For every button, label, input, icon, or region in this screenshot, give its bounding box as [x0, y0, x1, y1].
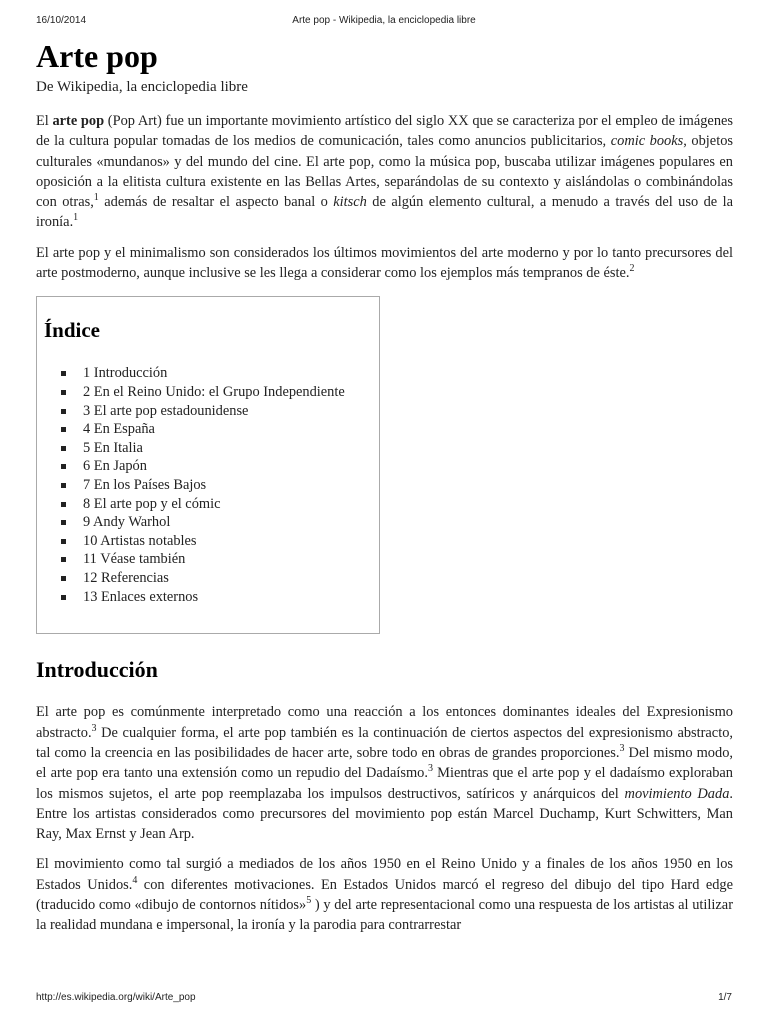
table-of-contents	[36, 296, 380, 634]
toc-item[interactable]: 9 Andy Warhol	[61, 513, 379, 532]
bullet-icon	[61, 595, 66, 600]
bold-term[interactable]: arte pop	[52, 113, 105, 129]
bullet-icon	[61, 539, 66, 544]
print-page-number: 1/7	[718, 992, 732, 1003]
toc-item[interactable]: 12 Referencias	[61, 569, 379, 588]
print-header	[0, 15, 768, 29]
toc-item[interactable]: 10 Artistas notables	[61, 532, 379, 551]
toc-item[interactable]: 8 El arte pop y el cómic	[61, 495, 379, 514]
bullet-icon	[61, 371, 66, 376]
bullet-icon	[61, 427, 66, 432]
bullet-icon	[61, 483, 66, 488]
reference-marker[interactable]: 3	[427, 763, 433, 775]
bullet-icon	[61, 390, 66, 395]
section-heading-introduccion: Introducción	[36, 657, 158, 683]
article-content	[36, 36, 733, 936]
toc-item[interactable]: 2 En el Reino Unido: el Grupo Independiente	[61, 383, 379, 402]
reference-marker[interactable]: 1	[73, 212, 79, 224]
bullet-icon	[61, 557, 66, 562]
toc-item[interactable]: 3 El arte pop estadounidense	[61, 402, 379, 421]
reference-marker[interactable]: 4	[132, 874, 138, 886]
toc-item[interactable]: 6 En Japón	[61, 457, 379, 476]
section-paragraph-2: El movimiento como tal surgió a mediados de los años 1950 en el Reino Unido y a finales de los años 1950 en los Estados Unidos.$^4$ con diferentes motivaciones. En Estados Unidos marcó el regreso del dibujo del tipo Hard edge (traducido como «dibujo de contornos nítidos»$^5$ ) y del arte representacional como una respuesta de los artistas al utilizar la realidad mundana e impersonal, la ironía y la parodia para contrarrestar	[36, 856, 733, 934]
section-paragraph-1: El arte pop es comúnmente interpretado como una reacción a los entonces dominantes ideales del Expresionismo abstracto.$^3$ De cualquier forma, el arte pop también es la continuación de ciertos aspectos del expresionismo abstracto, tal como la creencia en las posibilidades de hacer arte, sobre todo en obras de grandes proporciones.$^3$ Del mismo modo, el arte pop era tanto una extensión como un repudio del Dadaísmo.$^3$ Mientras que el arte pop y el dadaísmo exploraban los mismos sujetos, el arte pop reemplazaba los impulsos destructivos, satíricos y anárquicos del movimiento Dada. Entre los artistas considerados como precursores del movimiento pop están Marcel Duchamp, Kurt Schwitters, Man Ray, Max Ernst y Jean Arp.	[36, 704, 734, 843]
bullet-icon	[61, 464, 66, 469]
reference-marker[interactable]: 2	[629, 263, 635, 275]
italic-term[interactable]: comic books	[610, 133, 684, 150]
article-title: Arte pop	[36, 38, 158, 74]
print-url: http://es.wikipedia.org/wiki/Arte_pop	[36, 992, 196, 1003]
reference-marker[interactable]: 1	[93, 192, 99, 204]
italic-term[interactable]: movimiento Dada	[624, 785, 730, 802]
print-footer	[0, 992, 768, 1006]
bullet-icon	[61, 446, 66, 451]
toc-list	[44, 364, 379, 606]
bullet-icon	[61, 520, 66, 525]
reference-marker[interactable]: 5	[306, 895, 312, 907]
toc-item[interactable]: 4 En España	[61, 420, 379, 439]
print-page-title: Arte pop - Wikipedia, la enciclopedia libre	[292, 15, 476, 26]
reference-marker[interactable]: 3	[91, 722, 97, 734]
bullet-icon	[61, 409, 66, 414]
italic-term[interactable]: kitsch	[333, 194, 367, 211]
toc-item[interactable]: 7 En los Países Bajos	[61, 476, 379, 495]
toc-item[interactable]: 13 Enlaces externos	[61, 588, 379, 607]
toc-item[interactable]: 11 Véase también	[61, 550, 379, 569]
print-date: 16/10/2014	[36, 15, 87, 26]
intro-paragraph-1: El arte pop (Pop Art) fue un importante movimiento artístico del siglo XX que se caracteriza por el empleo de imágenes de la cultura popular tomadas de los medios de comunicación, tales como anuncios publicitarios, comic books, objetos culturales «mundanos» y del mundo del cine. El arte pop, como la música pop, buscaba utilizar imágenes populares en oposición a la elitista cultura existente en las Bellas Artes, separándolas de su contexto y aislándolas o combinándolas con otras,$^1$ además de resaltar el aspecto banal o kitsch de algún elemento cultural, a menudo a través del uso de la ironía.$^1$	[36, 113, 733, 231]
intro-paragraph-2: El arte pop y el minimalismo son considerados los últimos movimientos del arte moderno y por lo tanto precursores del arte postmoderno, aunque inclusive se les llega a considerar como los ejemplos más tempranos de éste.$^2$	[36, 244, 733, 282]
toc-item[interactable]: 5 En Italia	[61, 439, 379, 458]
bullet-icon	[61, 502, 66, 507]
reference-marker[interactable]: 3	[619, 742, 625, 754]
toc-title: Índice	[44, 318, 101, 343]
article-tagline: De Wikipedia, la enciclopedia libre	[36, 79, 248, 95]
toc-item[interactable]: 1 Introducción	[61, 364, 379, 383]
bullet-icon	[61, 576, 66, 581]
